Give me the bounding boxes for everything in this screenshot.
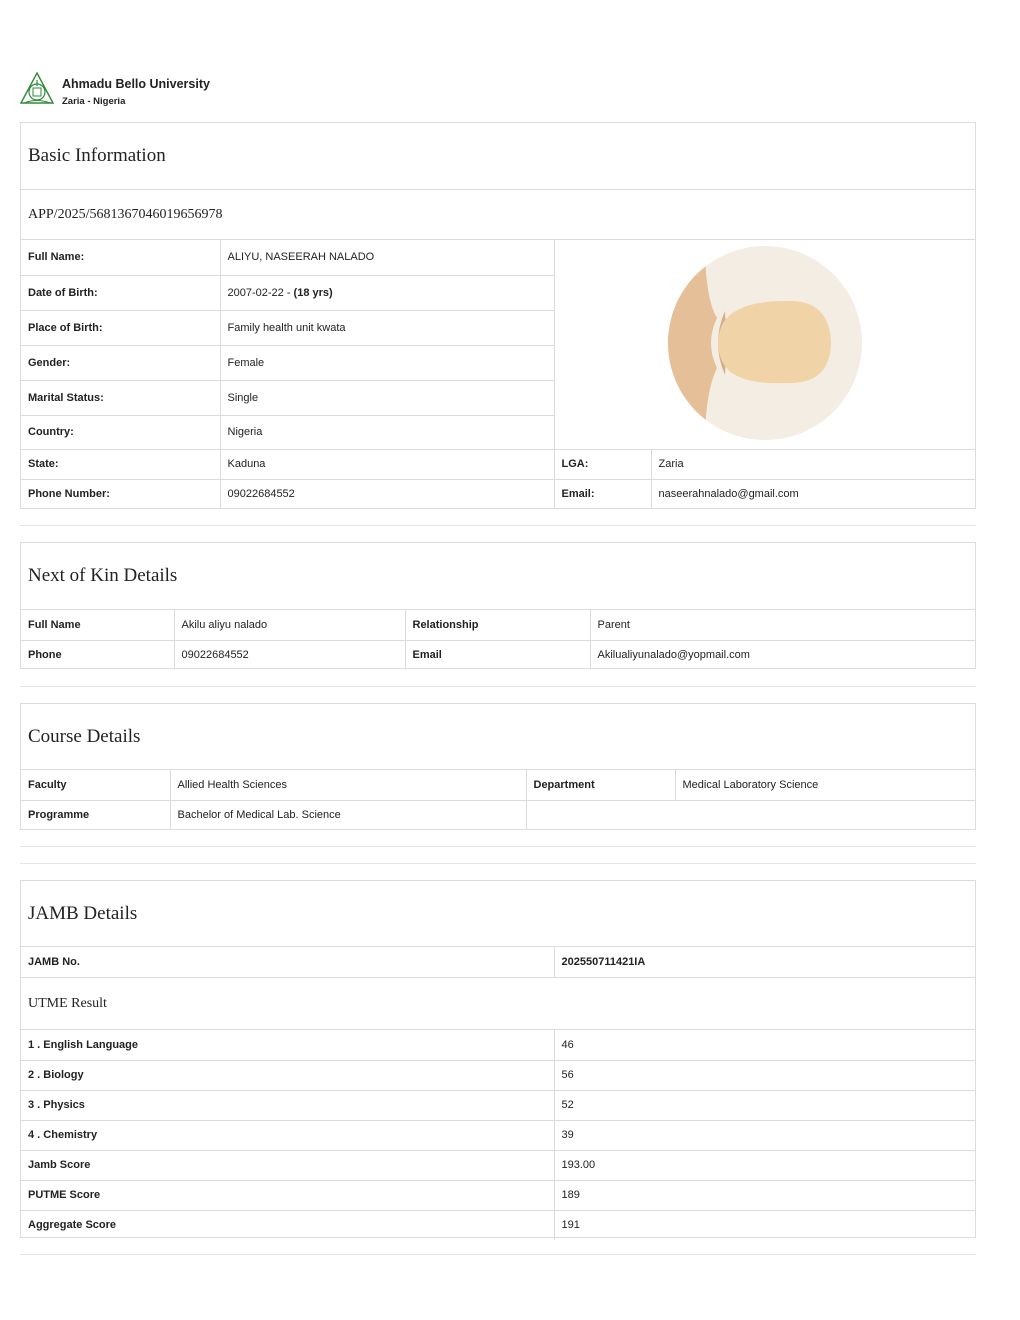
gender-label: Gender: xyxy=(21,345,220,380)
kin-phone-value: 09022684552 xyxy=(174,640,405,670)
jamb-number-table xyxy=(21,947,975,977)
department-value: Medical Laboratory Science xyxy=(675,770,975,800)
programme-label: Programme xyxy=(21,800,170,830)
country-value: Nigeria xyxy=(220,415,554,449)
lga-value: Zaria xyxy=(651,449,975,479)
jamb-score-value: 193.00 xyxy=(554,1150,975,1180)
empty-cell xyxy=(526,800,975,830)
dob-value xyxy=(220,275,554,310)
kin-email-label: Email xyxy=(405,640,590,670)
university-logo-icon xyxy=(20,72,54,106)
marital-label: Marital Status: xyxy=(21,380,220,415)
section-divider xyxy=(20,846,976,847)
next-of-kin-section xyxy=(20,542,976,669)
full-name-value: ALIYU, NASEERAH NALADO xyxy=(220,240,554,275)
jamb-number-value: 202550711421IA xyxy=(554,947,975,977)
passport-photo-cell xyxy=(554,240,975,449)
university-header xyxy=(20,72,210,108)
kin-phone-label: Phone xyxy=(21,640,174,670)
dob-label: Date of Birth: xyxy=(21,275,220,310)
course-details-section xyxy=(20,703,976,830)
section-title: Next of Kin Details xyxy=(21,543,975,610)
subject-score: 56 xyxy=(554,1060,975,1090)
faculty-value: Allied Health Sciences xyxy=(170,770,526,800)
section-divider xyxy=(20,1254,976,1255)
section-title: JAMB Details xyxy=(21,881,975,947)
phone-value: 09022684552 xyxy=(220,479,554,509)
utme-result-title: UTME Result xyxy=(21,977,975,1030)
university-name: Ahmadu Bello University xyxy=(62,77,210,91)
kin-relationship-label: Relationship xyxy=(405,610,590,640)
next-of-kin-table xyxy=(21,610,975,670)
programme-value: Bachelor of Medical Lab. Science xyxy=(170,800,526,830)
putme-score-value: 189 xyxy=(554,1180,975,1210)
age-value: (18 yrs) xyxy=(293,286,333,299)
subject-score: 52 xyxy=(554,1090,975,1120)
faculty-label: Faculty xyxy=(21,770,170,800)
email-value: naseerahnalado@gmail.com xyxy=(651,479,975,509)
pob-label: Place of Birth: xyxy=(21,310,220,345)
kin-email-value: Akilualiyunalado@yopmail.com xyxy=(590,640,975,670)
jamb-number-label: JAMB No. xyxy=(21,947,554,977)
aggregate-score-label: Aggregate Score xyxy=(21,1210,554,1240)
university-location: Zaria - Nigeria xyxy=(62,96,126,107)
section-divider xyxy=(20,525,976,526)
basic-info-table xyxy=(21,240,975,509)
dob-date: 2007-02-22 - xyxy=(227,286,294,299)
pob-value: Family health unit kwata xyxy=(220,310,554,345)
department-label: Department xyxy=(526,770,675,800)
gender-value: Female xyxy=(220,345,554,380)
course-details-table xyxy=(21,770,975,830)
country-label: Country: xyxy=(21,415,220,449)
subject-name: 1 . English Language xyxy=(21,1030,554,1060)
state-label: State: xyxy=(21,449,220,479)
subject-name: 3 . Physics xyxy=(21,1090,554,1120)
aggregate-score-value: 191 xyxy=(554,1210,975,1240)
email-label: Email: xyxy=(554,479,651,509)
jamb-score-label: Jamb Score xyxy=(21,1150,554,1180)
marital-value: Single xyxy=(220,380,554,415)
phone-label: Phone Number: xyxy=(21,479,220,509)
section-divider xyxy=(20,686,976,687)
full-name-label: Full Name: xyxy=(21,240,220,275)
putme-score-label: PUTME Score xyxy=(21,1180,554,1210)
application-number: APP/2025/5681367046019656978 xyxy=(21,190,975,240)
subject-score: 46 xyxy=(554,1030,975,1060)
subject-score: 39 xyxy=(554,1120,975,1150)
lga-label: LGA: xyxy=(554,449,651,479)
section-title: Basic Information xyxy=(21,123,975,190)
state-value: Kaduna xyxy=(220,449,554,479)
kin-name-value: Akilu aliyu nalado xyxy=(174,610,405,640)
subject-name: 2 . Biology xyxy=(21,1060,554,1090)
section-title: Course Details xyxy=(21,704,975,770)
subject-name: 4 . Chemistry xyxy=(21,1120,554,1150)
section-divider xyxy=(20,863,976,864)
jamb-details-section xyxy=(20,880,976,1238)
kin-relationship-value: Parent xyxy=(590,610,975,640)
kin-name-label: Full Name xyxy=(21,610,174,640)
utme-result-table xyxy=(21,1030,975,1240)
passport-photo-placeholder-icon xyxy=(665,243,865,443)
basic-information-section xyxy=(20,122,976,509)
